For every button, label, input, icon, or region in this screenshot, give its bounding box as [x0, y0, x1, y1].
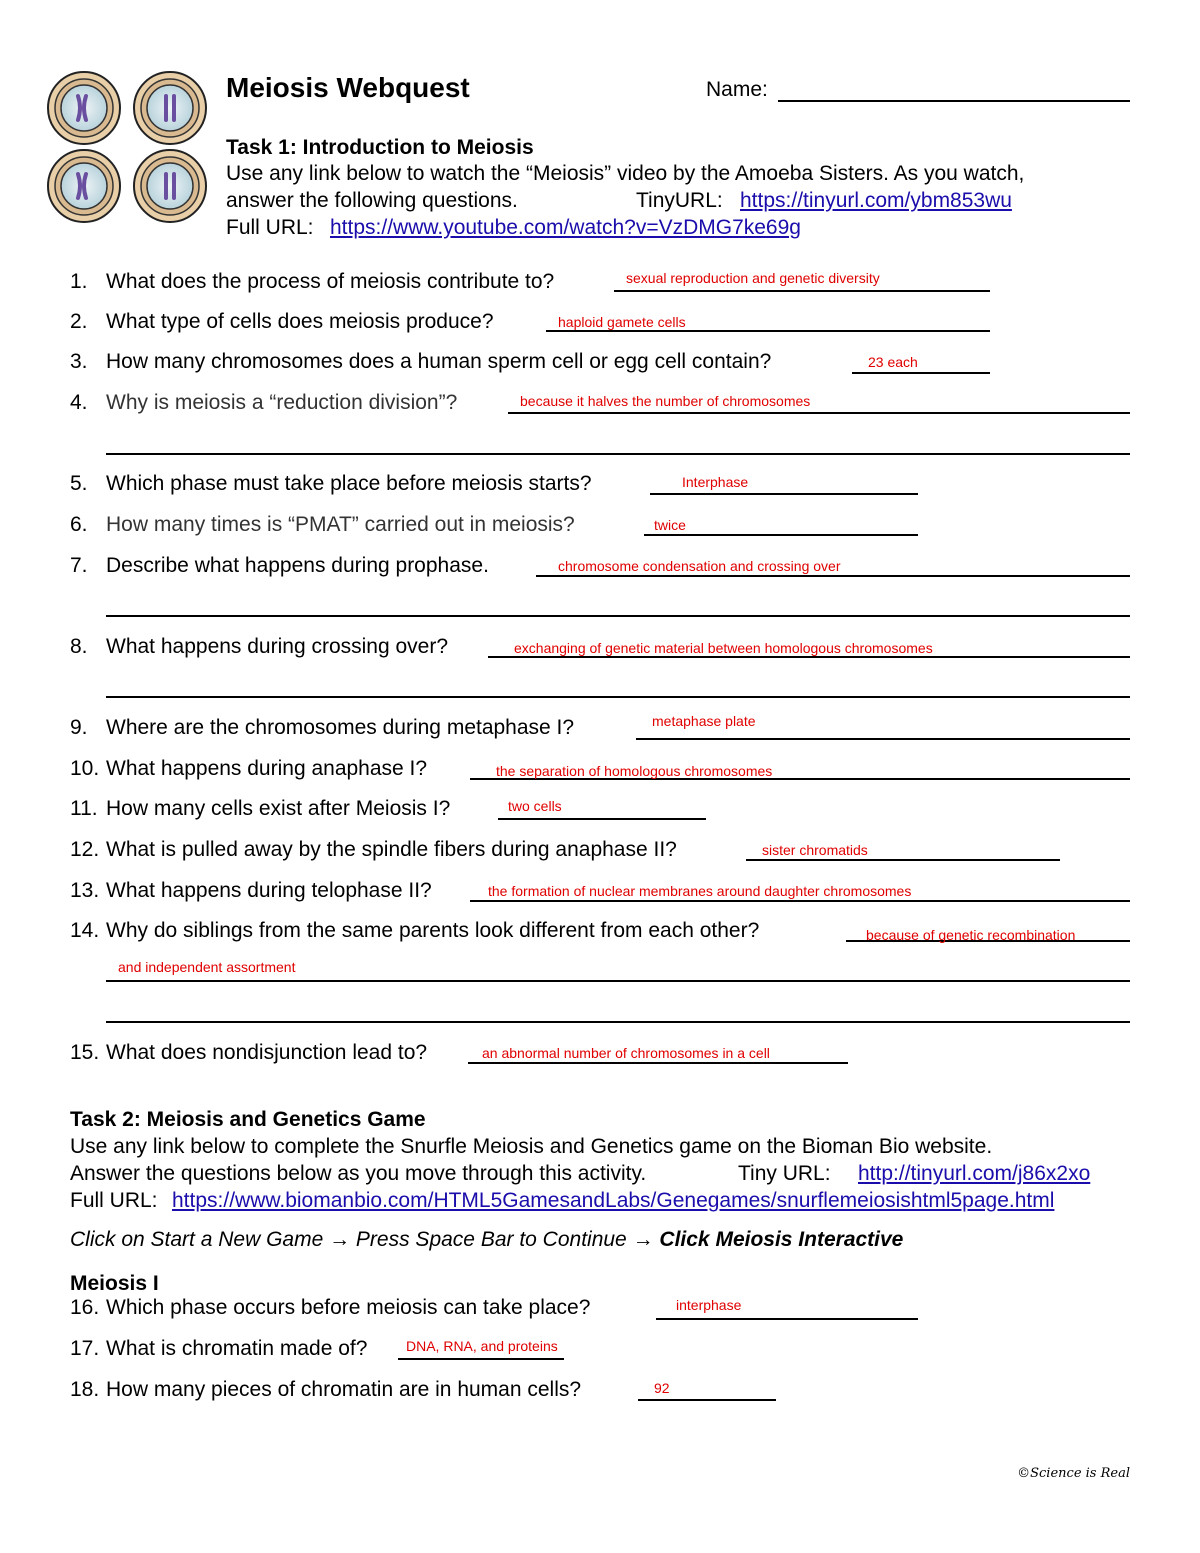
answer-line-16[interactable]	[656, 1318, 918, 1320]
task2-tinyurl-link[interactable]: http://tinyurl.com/j86x2xo	[858, 1162, 1091, 1185]
answer-10: the separation of homologous chromosomes	[496, 763, 773, 779]
answer-line-7b[interactable]	[106, 615, 1130, 617]
answer-14-continued: and independent assortment	[118, 959, 296, 975]
answer-14: because of genetic recombination	[866, 927, 1076, 943]
question-18: 18. How many pieces of chromatin are in human cells?	[70, 1378, 582, 1401]
cell-icon	[48, 150, 120, 222]
answer-12: sister chromatids	[762, 842, 868, 858]
answer-9: metaphase plate	[652, 713, 756, 729]
answer-line-6[interactable]	[644, 534, 918, 536]
answer-7: chromosome condensation and crossing over	[558, 558, 841, 574]
answer-line-17[interactable]	[398, 1358, 564, 1360]
question-14: 14. Why do siblings from the same parents look different from each other?	[70, 919, 760, 942]
task2-intro-2: Answer the questions below as you move through this activity.	[70, 1162, 647, 1185]
task2-intro: Use any link below to complete the Snurfle Meiosis and Genetics game on the Bioman Bio website.	[70, 1135, 993, 1158]
task1-tinyurl-link[interactable]: https://tinyurl.com/ybm853wu	[740, 189, 1012, 212]
answer-line-4[interactable]	[508, 412, 1130, 414]
question-17: 17. What is chromatin made of?	[70, 1337, 368, 1360]
question-8: 8. What happens during crossing over?	[70, 635, 449, 658]
answer-11: two cells	[508, 798, 562, 814]
question-10: 10. What happens during anaphase I?	[70, 757, 428, 780]
task1-fullurl-link[interactable]: https://www.youtube.com/watch?v=VzDMG7ke69g	[330, 216, 801, 239]
answer-line-8[interactable]	[488, 656, 1130, 658]
cell-icon	[134, 150, 206, 222]
answer-line-14b[interactable]	[106, 980, 1130, 982]
answer-line-4b[interactable]	[106, 453, 1130, 455]
answer-line-1[interactable]	[614, 290, 990, 292]
answer-line-18[interactable]	[638, 1399, 776, 1401]
task1-heading: Task 1: Introduction to Meiosis	[226, 136, 534, 159]
task2-fullurl-link[interactable]: https://www.biomanbio.com/HTML5GamesandLabs/Genegames/snurflemeiosishtml5page.html	[172, 1189, 1055, 1212]
answer-3: 23 each	[868, 354, 918, 370]
cell-illustrations	[40, 68, 220, 228]
answer-line-9[interactable]	[636, 738, 1130, 740]
answer-line-7[interactable]	[536, 575, 1130, 577]
question-16: 16. Which phase occurs before meiosis can take place?	[70, 1296, 591, 1319]
answer-16: interphase	[676, 1297, 742, 1313]
answer-17: DNA, RNA, and proteins	[406, 1338, 558, 1354]
answer-5: Interphase	[682, 474, 749, 490]
question-5: 5. Which phase must take place before meiosis starts?	[70, 472, 592, 495]
game-instructions: Click on Start a New Game → Press Space Bar to Continue → Click Meiosis Interactive	[70, 1228, 904, 1251]
name-field[interactable]	[778, 100, 1130, 102]
question-6: 6. How many times is “PMAT” carried out in meiosis?	[70, 513, 575, 536]
answer-line-8b[interactable]	[106, 696, 1130, 698]
answer-6: twice	[654, 517, 686, 533]
answer-18: 92	[654, 1380, 670, 1396]
question-4: 4. Why is meiosis a “reduction division”?	[70, 391, 458, 414]
answer-line-12[interactable]	[746, 859, 1060, 861]
task2-fullurl-label: Full URL:	[70, 1189, 158, 1212]
question-13: 13. What happens during telophase II?	[70, 879, 432, 902]
answer-8: exchanging of genetic material between homologous chromosomes	[514, 640, 933, 656]
question-7: 7. Describe what happens during prophase.	[70, 554, 489, 577]
task1-tinyurl-label: TinyURL:	[636, 189, 723, 212]
answer-line-5[interactable]	[650, 493, 918, 495]
question-15: 15. What does nondisjunction lead to?	[70, 1041, 428, 1064]
name-label: Name:	[706, 78, 768, 101]
task1-fullurl-label: Full URL:	[226, 216, 314, 239]
cell-icon	[134, 72, 206, 144]
answer-line-15[interactable]	[468, 1062, 848, 1064]
meiosis-i-heading: Meiosis I	[70, 1272, 159, 1295]
question-12: 12. What is pulled away by the spindle fibers during anaphase II?	[70, 838, 677, 861]
answer-15: an abnormal number of chromosomes in a cell	[482, 1045, 770, 1061]
task2-heading: Task 2: Meiosis and Genetics Game	[70, 1108, 426, 1131]
cell-icon	[48, 72, 120, 144]
answer-line-14c[interactable]	[106, 1021, 1130, 1023]
page-title: Meiosis Webquest	[226, 72, 470, 103]
question-9: 9. Where are the chromosomes during metaphase I?	[70, 716, 575, 739]
question-11: 11. How many cells exist after Meiosis I?	[70, 797, 451, 820]
task2-tinyurl-label: Tiny URL:	[738, 1162, 831, 1185]
task1-intro-2: answer the following questions.	[226, 189, 518, 212]
question-3: 3. How many chromosomes does a human sperm cell or egg cell contain?	[70, 350, 772, 373]
answer-line-2[interactable]	[546, 330, 990, 332]
question-2: 2. What type of cells does meiosis produce?	[70, 310, 494, 333]
question-1: 1. What does the process of meiosis contribute to?	[70, 270, 555, 293]
answer-line-11[interactable]	[498, 818, 706, 820]
answer-4: because it halves the number of chromosomes	[520, 393, 811, 409]
answer-2: haploid gamete cells	[558, 314, 686, 330]
answer-1: sexual reproduction and genetic diversity	[626, 270, 880, 286]
copyright-footer: ©Science is Real	[1017, 1466, 1130, 1481]
answer-line-13[interactable]	[470, 900, 1130, 902]
answer-line-3[interactable]	[852, 372, 990, 374]
task1-intro: Use any link below to watch the “Meiosis” video by the Amoeba Sisters. As you watch,	[226, 162, 1025, 185]
answer-13: the formation of nuclear membranes around daughter chromosomes	[488, 883, 912, 899]
